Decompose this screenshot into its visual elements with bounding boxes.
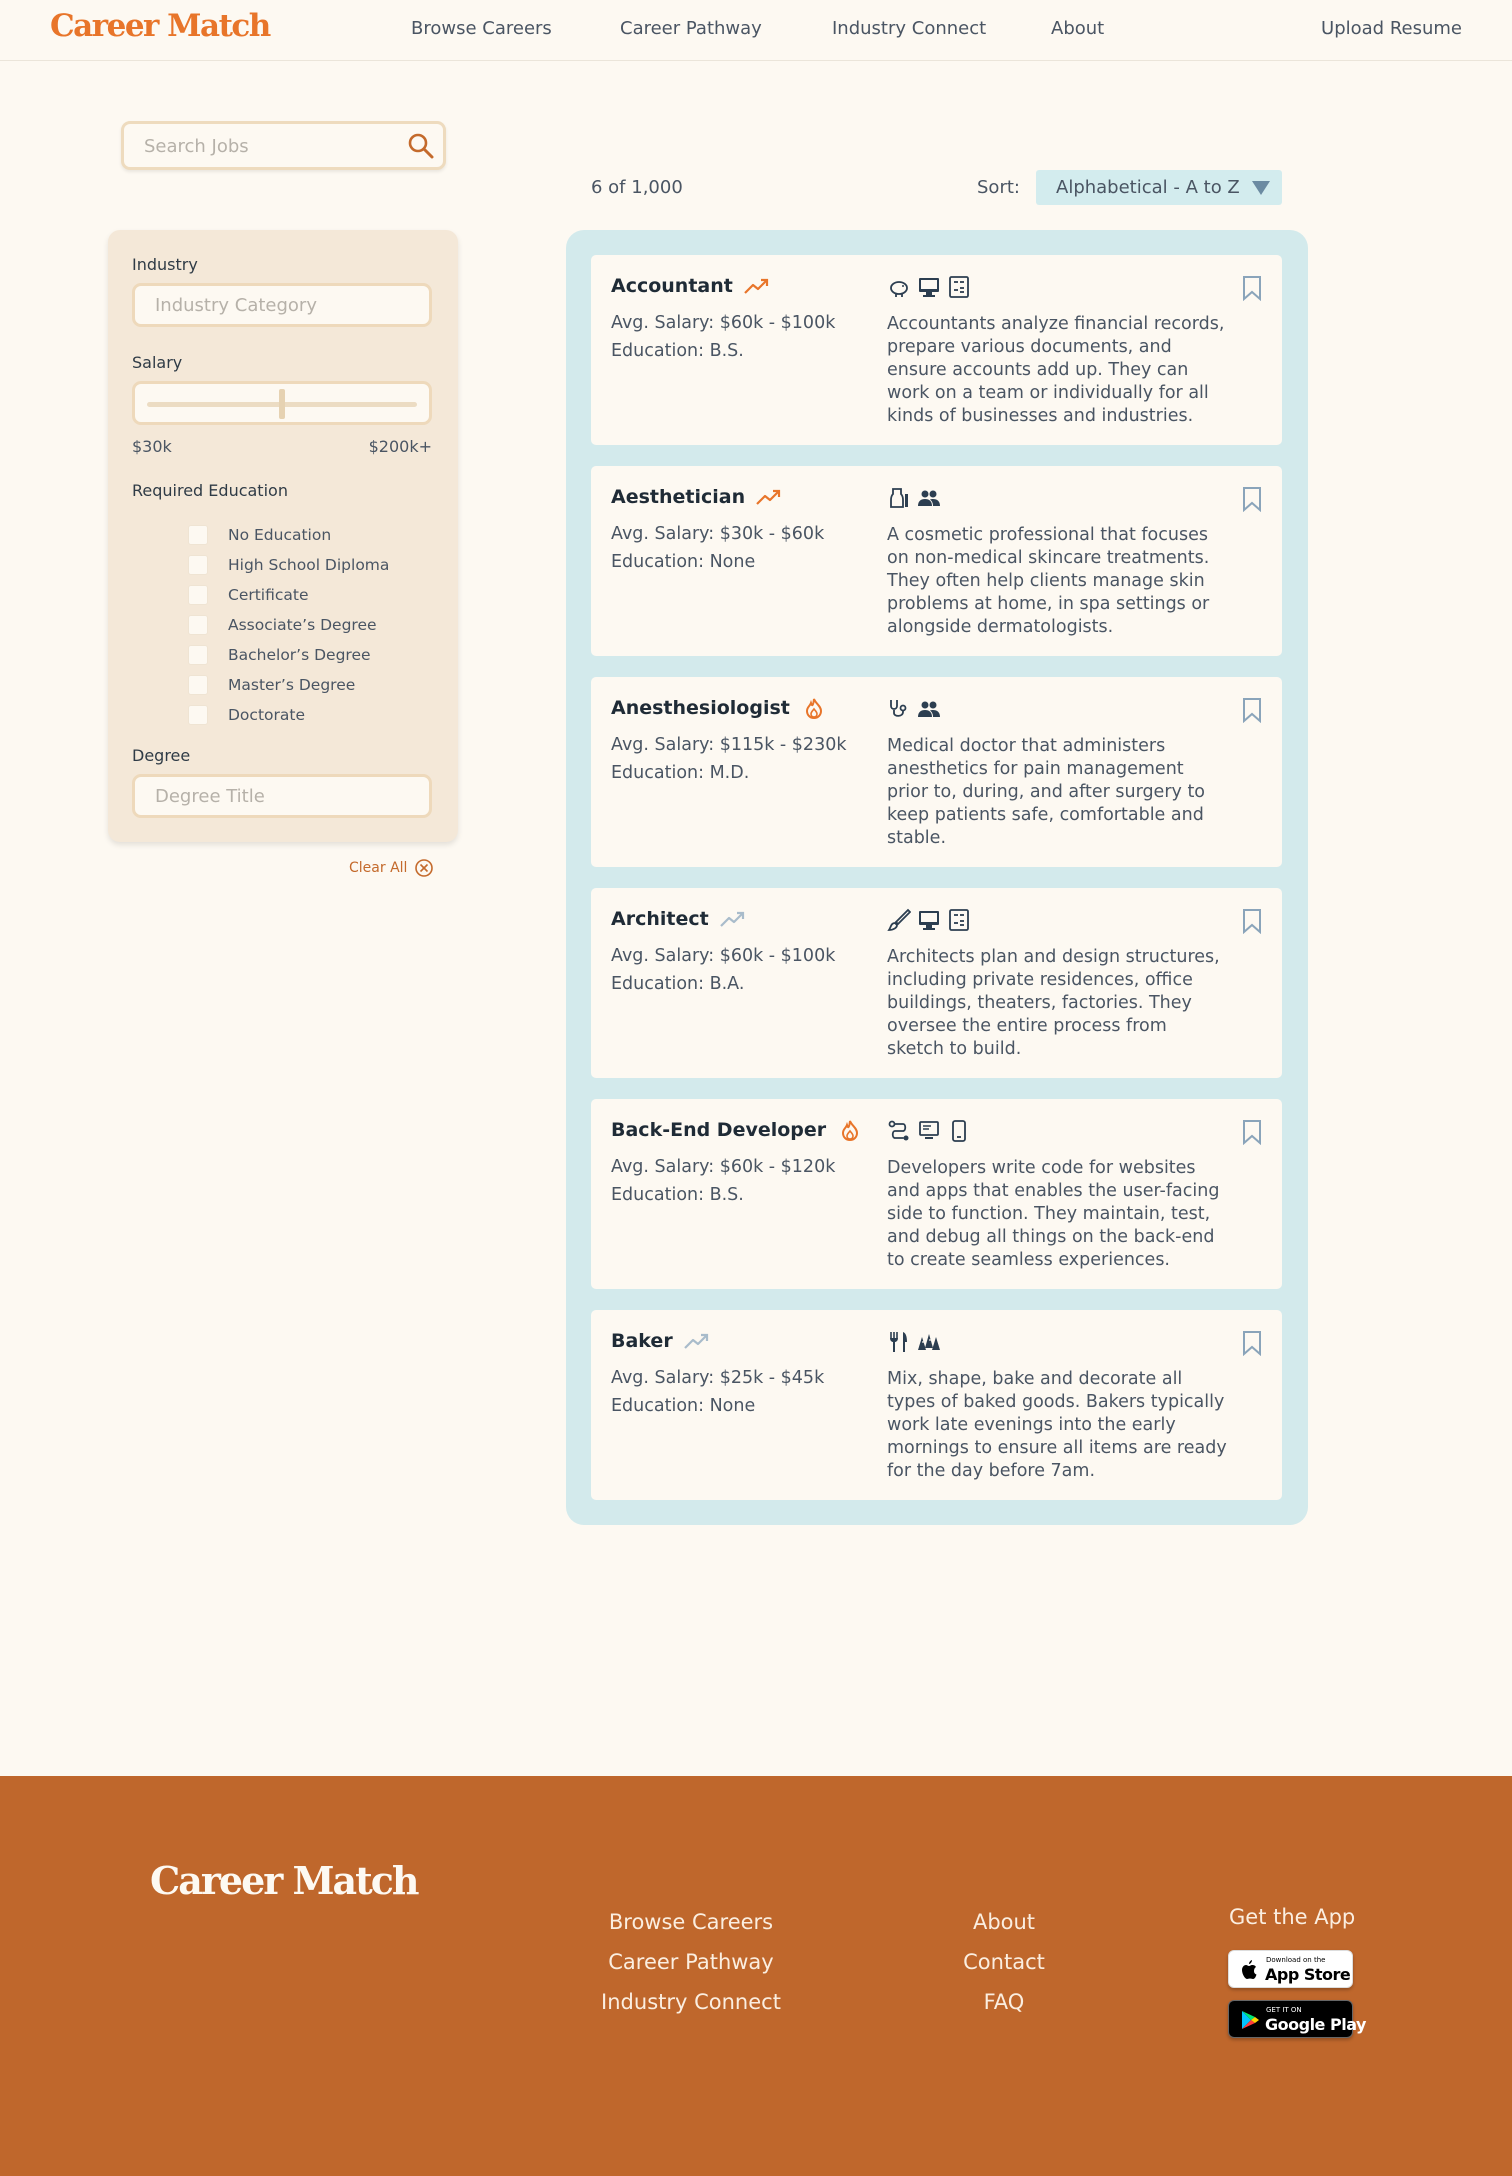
workflow-icon [887, 1119, 911, 1143]
flame-icon [800, 697, 828, 719]
job-description: Architects plan and design structures, including private residences, office buildings, theaters, factories. They oversee the entire process from sketch to build. [887, 947, 1220, 1059]
job-education: Education: B.S. [611, 341, 744, 361]
education-option[interactable] [188, 610, 389, 640]
job-title[interactable]: Baker [611, 1330, 673, 1352]
results-count: 6 of 1,000 [591, 177, 683, 198]
education-option[interactable] [188, 550, 389, 580]
footer-link-about[interactable]: About [972, 1910, 1036, 1934]
nav-career-pathway[interactable]: Career Pathway [620, 18, 762, 39]
footer-link-career-pathway[interactable]: Career Pathway [608, 1950, 774, 1974]
sort-value: Alphabetical - A to Z [1056, 177, 1240, 198]
job-title-row [611, 1119, 864, 1141]
app-store-badge[interactable] [1228, 1950, 1353, 1988]
checkbox[interactable] [188, 615, 208, 635]
job-education: Education: B.A. [611, 974, 745, 994]
job-title-row [611, 486, 783, 508]
checkbox[interactable] [188, 705, 208, 725]
croissant-icon [917, 1330, 941, 1354]
job-title[interactable]: Aesthetician [611, 486, 746, 508]
salary-slider [132, 381, 432, 425]
caret-down-icon [1252, 181, 1270, 195]
nav-about[interactable]: About [1051, 18, 1105, 39]
stethoscope-icon [887, 697, 911, 721]
logo[interactable]: Career Match [50, 8, 270, 44]
education-option-label: No Education [228, 526, 332, 544]
salary-min-label: $30k [132, 437, 172, 456]
job-salary: Avg. Salary: $60k - $100k [611, 313, 836, 333]
google-play-badge[interactable] [1228, 2000, 1366, 2038]
checkbox[interactable] [188, 585, 208, 605]
education-option[interactable] [188, 520, 389, 550]
education-option-label: Doctorate [228, 706, 305, 724]
app-store-text: App Store [1265, 1965, 1351, 1984]
salary-max-label: $200k+ [368, 437, 432, 456]
search-box [121, 121, 446, 170]
clear-circle-icon[interactable] [414, 858, 434, 878]
footer-link-contact[interactable]: Contact [963, 1950, 1045, 1974]
footer-link-industry-connect[interactable]: Industry Connect [601, 1990, 781, 2014]
job-icons [887, 908, 971, 932]
google-play-text: Google Play [1265, 2015, 1366, 2034]
education-option[interactable] [188, 640, 389, 670]
desktop-icon [917, 908, 941, 932]
people-icon [917, 486, 941, 510]
sort-dropdown[interactable] [1036, 170, 1282, 205]
app-store-small-text: Download on the [1266, 1956, 1326, 1964]
job-icons [887, 1119, 971, 1143]
job-icons [887, 1330, 941, 1354]
bookmark-icon[interactable] [1241, 275, 1263, 301]
salary-label: Salary [132, 353, 183, 372]
job-salary: Avg. Salary: $30k - $60k [611, 524, 825, 544]
education-option-label: Master’s Degree [228, 676, 356, 694]
job-description: Mix, shape, bake and decorate all types of baked goods. Bakers typically work late evenings into the early mornings to ensure all items are ready for the day before 7am. [887, 1369, 1227, 1481]
bookmark-icon[interactable] [1241, 1119, 1263, 1145]
mobile-phone-icon [947, 1119, 971, 1143]
trend-up-icon [743, 275, 771, 297]
footer-logo[interactable]: Career Match [150, 1858, 418, 1903]
people-icon [917, 697, 941, 721]
job-salary: Avg. Salary: $60k - $100k [611, 946, 836, 966]
job-title-row [611, 697, 828, 719]
footer-link-faq[interactable]: FAQ [983, 1990, 1025, 2014]
job-education: Education: None [611, 552, 756, 572]
clear-all-button[interactable]: Clear All [349, 860, 408, 876]
utensils-icon [887, 1330, 911, 1354]
industry-label: Industry [132, 255, 198, 274]
nav-industry-connect[interactable]: Industry Connect [832, 18, 987, 39]
get-app-title: Get the App [1229, 1905, 1356, 1929]
apple-icon [1239, 1959, 1261, 1981]
job-icons [887, 275, 971, 299]
salary-slider-thumb[interactable] [279, 389, 285, 419]
job-icons [887, 697, 941, 721]
job-description: Developers write code for websites and apps that enables the user-facing side to function. They maintain, test, and debug all things on the back-end to create seamless experiences. [887, 1158, 1220, 1270]
footer-link-browse-careers[interactable]: Browse Careers [608, 1910, 774, 1934]
job-salary: Avg. Salary: $60k - $120k [611, 1157, 836, 1177]
job-title[interactable]: Architect [611, 908, 709, 930]
job-education: Education: M.D. [611, 763, 750, 783]
google-play-icon [1239, 2009, 1261, 2031]
degree-label: Degree [132, 746, 191, 765]
monitor-icon [917, 1119, 941, 1143]
trend-up-icon [755, 486, 783, 508]
education-option-label: Bachelor’s Degree [228, 646, 371, 664]
job-card[interactable] [591, 1099, 1282, 1289]
job-card[interactable] [591, 677, 1282, 867]
footer-links-col2 [944, 1910, 1064, 2030]
job-description: Medical doctor that administers anesthetics for pain management prior to, during, and after surgery to keep patients safe, comfortable and stable. [887, 736, 1206, 848]
job-salary: Avg. Salary: $25k - $45k [611, 1368, 825, 1388]
piggy-bank-icon [887, 275, 911, 299]
education-option[interactable] [188, 670, 389, 700]
site-footer [0, 1776, 1512, 2176]
results-list [566, 230, 1308, 1525]
lotion-bottle-icon [887, 486, 911, 510]
bookmark-icon[interactable] [1241, 1330, 1263, 1356]
job-description: Accountants analyze financial records, prepare various documents, and ensure accounts add up. They can work on a team or individually for all kinds of businesses and industries. [887, 314, 1225, 426]
upload-resume-link[interactable]: Upload Resume [1321, 18, 1462, 39]
job-description: A cosmetic professional that focuses on non-medical skincare treatments. They often help clients manage skin problems at home, in spa settings or alongside dermatologists. [887, 525, 1210, 637]
job-card[interactable] [591, 466, 1282, 656]
job-education: Education: B.S. [611, 1185, 744, 1205]
desktop-icon [917, 275, 941, 299]
calculator-icon [947, 275, 971, 299]
job-title-row [611, 275, 771, 297]
bookmark-icon[interactable] [1241, 697, 1263, 723]
search-icon[interactable] [407, 132, 435, 160]
bookmark-icon[interactable] [1241, 486, 1263, 512]
trend-up-icon [683, 1330, 711, 1352]
education-option-label: High School Diploma [228, 556, 390, 574]
industry-field [132, 283, 432, 327]
google-play-small-text: GET IT ON [1266, 2006, 1302, 2014]
checkbox[interactable] [188, 645, 208, 665]
job-title[interactable]: Back-End Developer [611, 1119, 827, 1141]
job-card[interactable] [591, 255, 1282, 445]
footer-links-col1 [600, 1910, 782, 2030]
checkbox[interactable] [188, 675, 208, 695]
education-option-label: Associate’s Degree [228, 616, 377, 634]
calculator-icon [947, 908, 971, 932]
job-card[interactable] [591, 1310, 1282, 1500]
trend-up-icon [719, 908, 747, 930]
checkbox[interactable] [188, 555, 208, 575]
nav-browse-careers[interactable]: Browse Careers [411, 18, 552, 39]
education-label: Required Education [132, 481, 288, 500]
job-title-row [611, 908, 747, 930]
filter-panel [108, 230, 458, 842]
job-salary: Avg. Salary: $115k - $230k [611, 735, 847, 755]
education-option[interactable] [188, 700, 389, 730]
checkbox[interactable] [188, 525, 208, 545]
sort-label: Sort: [977, 177, 1020, 198]
job-title[interactable]: Accountant [611, 275, 733, 297]
job-education: Education: None [611, 1396, 756, 1416]
industry-input[interactable] [155, 295, 405, 316]
search-input[interactable] [144, 136, 394, 157]
bookmark-icon[interactable] [1241, 908, 1263, 934]
degree-field [132, 774, 432, 818]
job-icons [887, 486, 941, 510]
education-options [188, 520, 389, 730]
education-option[interactable] [188, 580, 389, 610]
job-title[interactable]: Anesthesiologist [611, 697, 790, 719]
brush-icon [887, 908, 911, 932]
flame-icon [836, 1119, 864, 1141]
job-title-row [611, 1330, 711, 1352]
education-option-label: Certificate [228, 586, 309, 604]
job-card[interactable] [591, 888, 1282, 1078]
site-header [0, 0, 1512, 61]
degree-input[interactable] [155, 786, 405, 807]
